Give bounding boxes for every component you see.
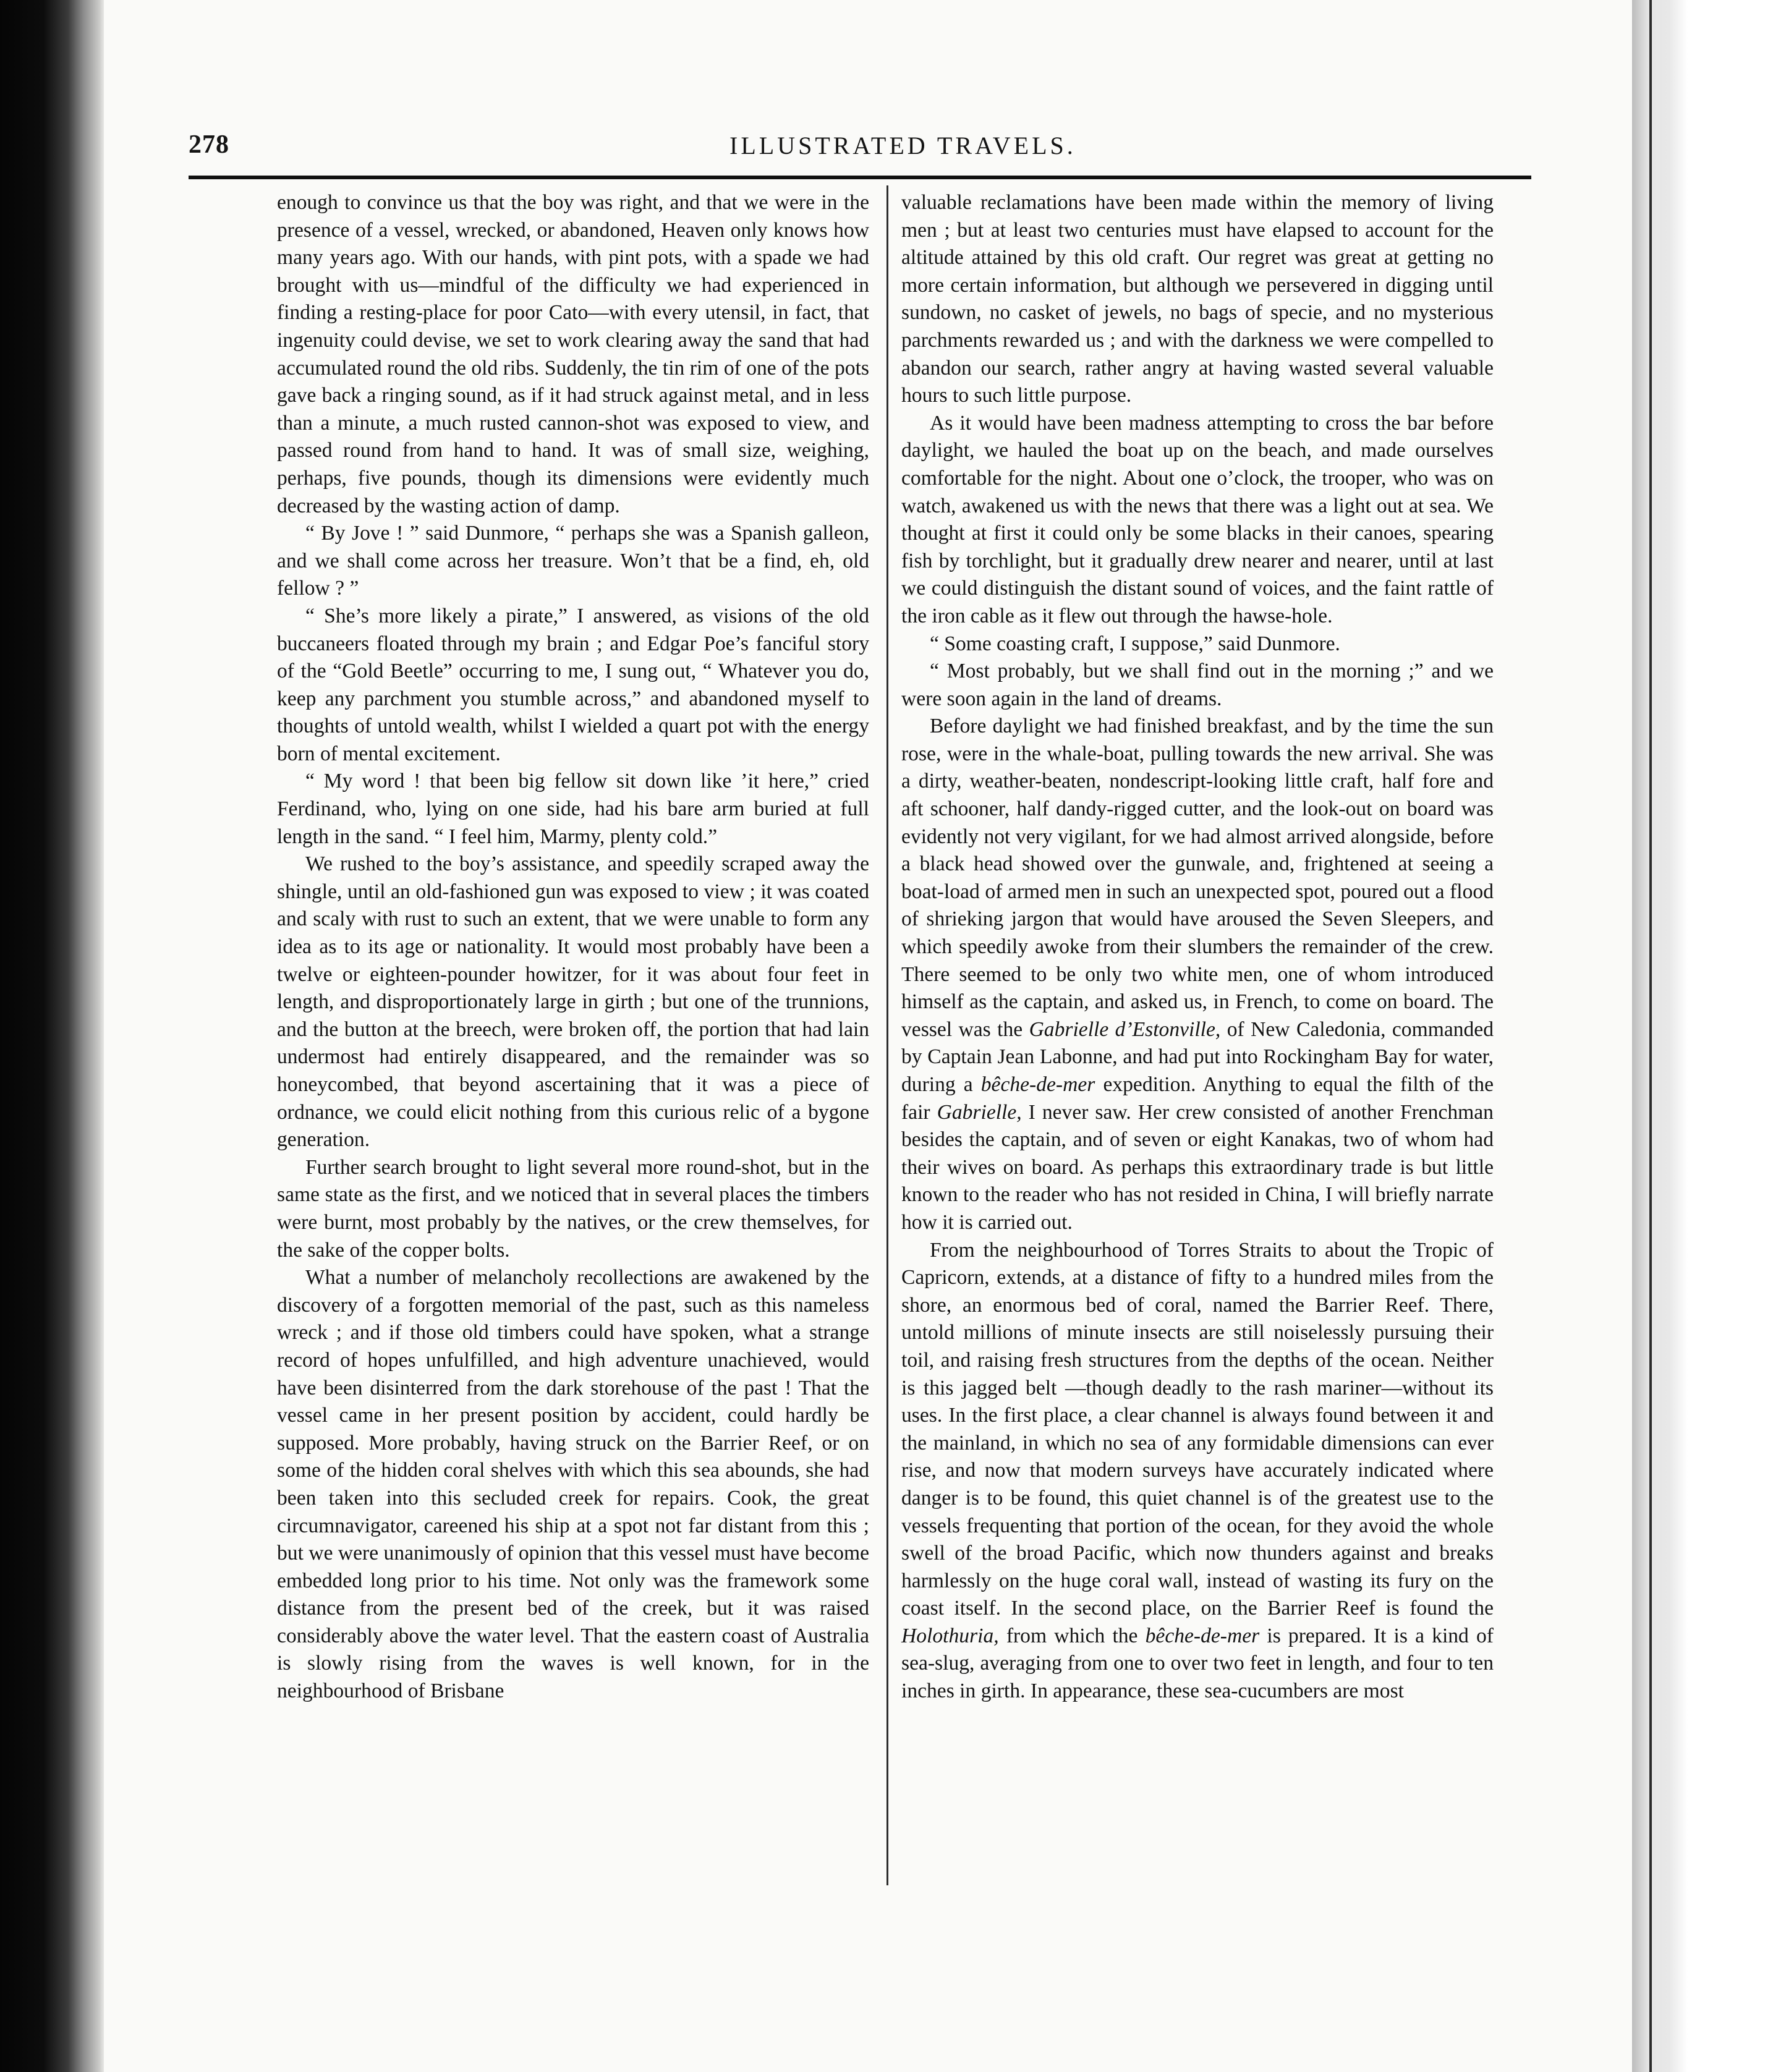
left-column	[277, 189, 869, 1705]
paragraph: We rushed to the boy’s assistance, and speedily scraped away the shingle, until an old-fashioned gun was exposed to view ; it was coated and scaly with rust to such an extent, that we were unable to form any idea as to its age or nationality. It would most probably have been a twelve or eighteen-pounder howitzer, for it was about four feet in length, and disproportionately large in girth ; but one of the trunnions, and the button at the breech, were broken off, the portion that had lain undermost had entirely disappeared, and the remainder was so honeycombed, that beyond ascertaining that it was a piece of ordnance, we could elicit nothing from this curious relic of a bygone generation.	[277, 852, 869, 1152]
paragraph: “ Some coasting craft, I suppose,” said Dunmore.	[930, 632, 1340, 655]
paragraph: valuable reclamations have been made within the memory of living men ; but at least two centuries must have elapsed to account for the altitude attained by this old craft. Our regret was great at getting no more certain information, but although we persevered in digging until sundown, no casket of jewels, no bags of specie, and no mysterious parchments rewarded us ; and with the darkness we were compelled to abandon our search, rather angry at having wasted several valuable hours to such little purpose.	[901, 191, 1494, 407]
paragraph: Further search brought to light several more round-shot, but in the same state as the first, and we noticed that in several places the timbers were burnt, most probably by the natives, or the crew themselves, for the sake of the copper bolts.	[277, 1155, 869, 1262]
page-edge-line	[1649, 0, 1652, 2072]
paragraph: “ By Jove ! ” said Dunmore, “ perhaps she was a Spanish galleon, and we shall come across her treasure. Won’t that be a find, eh, old fellow ? ”	[277, 522, 869, 600]
ship-name: Gabrielle,	[937, 1100, 1022, 1124]
paragraph: As it would have been madness attempting to cross the bar before daylight, we hauled the boat up on the beach, and made ourselves comfortable for the night. About one o’clock, the trooper, who was on watch, awakened us with the news that there was a light out at sea. We thought at first it could only be some blacks in their canoes, spearing fish by torchlight, but it gradually drew nearer and nearer, until at last we could distinguish the distant sound of voices, and the faint rattle of the iron cable as it flew out through the hawse-hole.	[901, 411, 1494, 627]
text-run: expedition. Anything to equal the filth of the fair	[901, 1073, 1494, 1124]
paragraph: What a number of melancholy recollections are awakened by the discovery of a forgotten memorial of the past, such as this nameless wreck ; and if those old timbers could have spoken, what a strange record of hopes unfulfilled, and high adventure unachieved, would have been disinterred from the dark storehouse of the past ! That the vessel came in her present position by accident, could hardly be supposed. More probably, having struck on the Barrier Reef, or on some of the hidden coral shelves with which this sea abounds, she had been taken into this secluded creek for repairs. Cook, the great circumnavigator, careened his ship at a spot not far distant from this ; but we were unanimously of opinion that this vessel must have become embedded long prior to his time. Not only was the framework some distance from the present bed of the creek, but it was raised considerably above the water level. That the eastern coast of Australia is slowly rising from the waves is well known, for in the neighbourhood of Brisbane	[277, 1266, 869, 1703]
paragraph: “ She’s more likely a pirate,” I answered, as visions of the old buccaneers floated through my brain ; and Edgar Poe’s fanciful story of the “Gold Beetle” occurring to me, I sung out, “ Whatever you do, keep any parchment you stumble across,” and abandoned myself to thoughts of untold wealth, whilst I wielded a quart pot with the energy born of mental excitement.	[277, 604, 869, 765]
paragraph: “ Most probably, but we shall find out in the morning ;” and we were soon again in the land of dreams.	[901, 660, 1494, 710]
text-run: is prepared. It is a kind of sea-slug, averaging from one to over two feet in length, and four to ten inches in girth. In appearance, these sea-cucumbers are most	[901, 1624, 1494, 1703]
paragraph: enough to convince us that the boy was right, and that we were in the presence of a vessel, wrecked, or abandoned, Heaven only knows how many years ago. With our hands, with pint pots, with a spade we had brought with us—mindful of the difficulty we had experienced in finding a resting-place for poor Cato—with every utensil, in fact, that ingenuity could devise, we set to work clearing away the sand that had accumulated round the old ribs. Suddenly, the tin rim of one of the pots gave back a ringing sound, as if it had struck against metal, and in less than a minute, a much rusted cannon-shot was exposed to view, and passed round from hand to hand. It was of small size, weighing, perhaps, five pounds, though its dimensions were evidently much decreased by the wasting action of damp.	[277, 191, 869, 517]
text-run: Before daylight we had finished breakfast, and by the time the sun rose, were in the whale-boat, pulling towards the new arrival. She was a dirty, weather-beaten, nondescript-looking little craft, half fore and aft schooner, half dandy-rigged cutter, and the look-out on board was evidently not very vigilant, for we had almost arrived alongside, before a black head showed over the gunwale, and, frightened at seeing a boat-load of armed men in such an unexpected spot, poured out a flood of shrieking jargon that would have aroused the Seven Sleepers, and which speedily awoke from their slumbers the remainder of the crew. There seemed to be only two white men, one of whom introduced himself as the captain, and asked us, in French, to come on board. The vessel was the	[901, 715, 1494, 1041]
book-binding-shadow	[0, 0, 104, 2072]
italic-term: bêche-de-mer	[1145, 1624, 1260, 1647]
text-run: From the neighbourhood of Torres Straits to about the Tropic of Capricorn, extends, at a distance of fifty to a hundred miles from the shore, an enormous bed of coral, named the Barrier Reef. There, untold millions of minute insects are still noiselessly pursuing their toil, and raising fresh structures from the depths of the ocean. Neither is this jagged belt —though deadly to the rash mariner—without its uses. In the first place, a clear channel is always found between it and the mainland, in which no sea of any formidable dimensions can ever rise, and now that modern surveys have accurately indicated where danger is to be found, this quiet channel is of the greatest use to the vessels frequenting that portion of the ocean, for they avoid the whole swell of the broad Pacific, which now thunders against and breaks harmlessly on the huge coral wall, instead of wasting its fury on the coast itself. In the second place, on the Barrier Reef is found the	[901, 1238, 1494, 1620]
header-rule	[189, 176, 1531, 179]
page-number: 278	[189, 130, 229, 159]
ship-name: Gabrielle d’Estonville,	[1029, 1017, 1221, 1041]
text-run: I never saw. Her crew consisted of another Frenchman besides the captain, and of seven or eight Kanakas, two of whom had their wives on board. As perhaps this extraordinary trade is but little known to the reader who has not resided in China, I will briefly narrate how it is carried out.	[901, 1100, 1494, 1234]
italic-term: bêche-de-mer	[980, 1073, 1095, 1096]
text-run: from which the	[1006, 1624, 1138, 1647]
paragraph: “ My word ! that been big fellow sit down like ’it here,” cried Ferdinand, who, lying on one side, had his bare arm buried at full length in the sand. “ I feel him, Marmy, plenty cold.”	[277, 770, 869, 848]
text-run: of New Caledonia, commanded by Captain Jean Labonne, and had put into Rockingham Bay for water, during a	[901, 1017, 1494, 1096]
italic-term: Holothuria,	[901, 1624, 999, 1647]
paragraph	[901, 1237, 1494, 1705]
column-divider	[886, 185, 888, 1885]
page-edge-right	[1632, 0, 1773, 2072]
paragraph	[901, 713, 1494, 1236]
right-column	[901, 189, 1494, 1705]
running-title: ILLUSTRATED TRAVELS.	[729, 132, 1076, 159]
